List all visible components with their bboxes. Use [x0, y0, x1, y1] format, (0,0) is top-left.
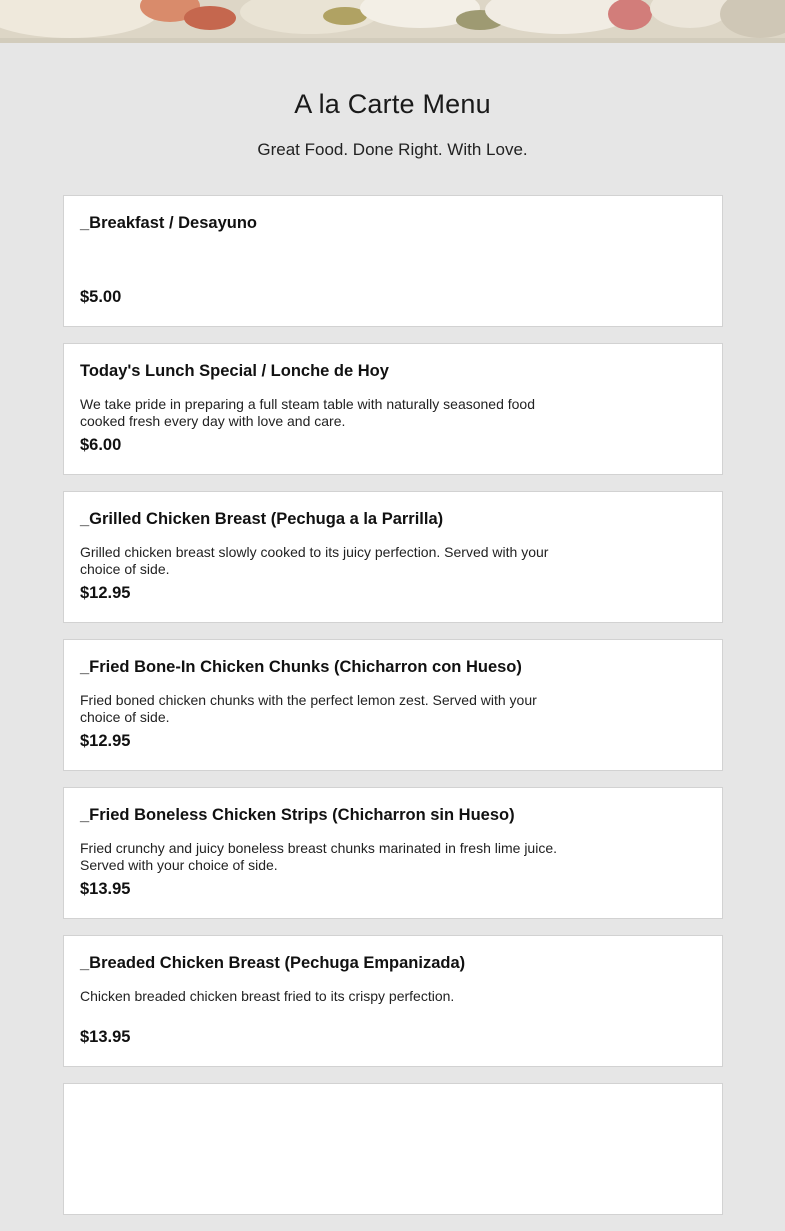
menu-item-price: $5.00	[80, 288, 122, 306]
page-subtitle: Great Food. Done Right. With Love.	[257, 140, 528, 159]
menu-item-name: _Fried Boneless Chicken Strips (Chicharron sin Hueso)	[80, 806, 515, 824]
menu-item-description: Fried crunchy and juicy boneless breast chunks marinated in fresh lime juice. Served with your choice of side.	[80, 840, 558, 873]
menu-item-price: $13.95	[80, 880, 131, 898]
menu-item-price: $6.00	[80, 436, 122, 454]
menu-item-description: Grilled chicken breast slowly cooked to its juicy perfection. Served with your choice of side.	[80, 544, 549, 577]
menu-item-card[interactable]	[63, 935, 723, 1067]
menu-item-card[interactable]	[63, 491, 723, 623]
hero-food-image	[0, 0, 785, 43]
menu-item-name: Today's Lunch Special / Lonche de Hoy	[80, 362, 389, 380]
menu-item-price: $12.95	[80, 732, 131, 750]
hero-food-illustration	[0, 0, 785, 43]
menu-list	[63, 195, 723, 1231]
menu-item-price: $13.95	[80, 1028, 131, 1046]
menu-item-name: _Fried Bone-In Chicken Chunks (Chicharron con Hueso)	[80, 658, 522, 676]
menu-item-name: _Breaded Chicken Breast (Pechuga Empanizada)	[80, 954, 466, 972]
menu-item-name: _Breakfast / Desayuno	[80, 214, 257, 232]
menu-item-card[interactable]	[63, 195, 723, 327]
menu-item-price: $12.95	[80, 584, 131, 602]
menu-item-name: _Grilled Chicken Breast (Pechuga a la Parrilla)	[80, 510, 444, 528]
menu-item-card[interactable]	[63, 787, 723, 919]
menu-item-description: Fried boned chicken chunks with the perfect lemon zest. Served with your choice of side.	[80, 692, 537, 725]
menu-item-description: Chicken breaded chicken breast fried to its crispy perfection.	[80, 988, 455, 1004]
menu-item-card[interactable]	[63, 639, 723, 771]
menu-item-card[interactable]	[63, 343, 723, 475]
page-title: A la Carte Menu	[294, 89, 491, 119]
menu-item-description: We take pride in preparing a full steam table with naturally seasoned food cooked fresh every day with love and care.	[80, 396, 536, 429]
menu-item-card[interactable]	[63, 1083, 723, 1215]
